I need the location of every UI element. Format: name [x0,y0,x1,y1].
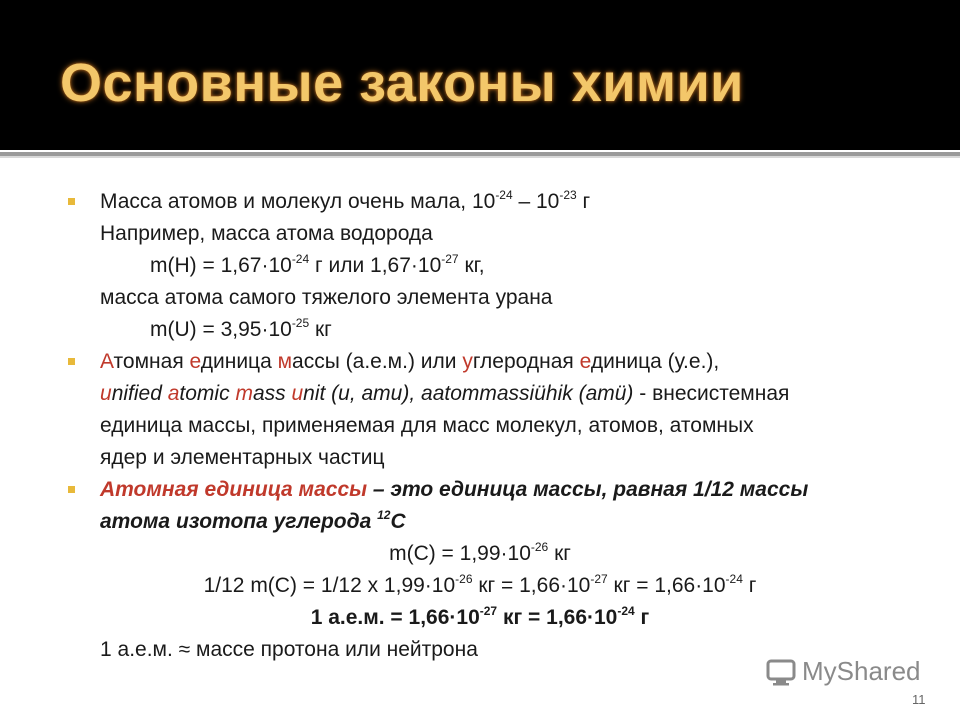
bullet-marker [68,486,75,493]
text: кг [309,318,332,341]
text: - внесистемная [633,382,790,405]
text: атома изотопа углерода [100,510,378,533]
highlight-letter: е [189,350,201,373]
text: кг = 1,66·10 [497,606,618,629]
text: кг = 1,66·10 [472,574,591,597]
text: кг, [458,254,485,277]
highlight-letter: А [100,350,114,373]
amu-definition-line2 [100,506,406,538]
text: С [390,510,406,533]
bullet-marker [68,198,75,205]
bullet2-line3: единица массы, применяемая для масс молекул, атомов, атомных [100,414,754,437]
exponent: -25 [291,316,310,330]
bullet2-line1 [100,346,719,378]
exponent: -27 [441,252,459,266]
highlight-letter: a [167,382,180,405]
uranium-mass-formula [150,314,332,346]
text: ассы (а.е.м.) или [292,350,463,373]
isotope-superscript: 12 [377,508,391,522]
bullet2-line2 [100,378,789,410]
text: томная [113,350,190,373]
text: – это единица массы, равная 1/12 массы [367,478,809,501]
text: Масса атомов и молекул очень мала, 10 [100,190,496,213]
amu-proton-approximation: 1 а.е.м. ≈ массе протона или нейтрона [100,638,478,661]
exponent: -23 [559,188,577,202]
text: кг [548,542,571,565]
exponent: -26 [455,572,473,586]
monitor-icon [766,657,796,687]
exponent: -24 [617,604,635,618]
highlight-letter: u [291,382,304,405]
text: m(C) = 1,99·10 [389,542,531,565]
text: 1/12 m(C) = 1/12 х 1,99·10 [203,574,456,597]
myshared-logo [766,656,921,687]
text: г или 1,67·10 [309,254,442,277]
text: nified [111,382,168,405]
highlight-letter: м [277,350,293,373]
highlight-letter: u [100,382,112,405]
bullet1-line2: Например, масса атома водорода [100,222,433,245]
text: ass [252,382,292,405]
text: tomic [179,382,236,405]
logo-text: MyShared [802,656,921,686]
text: диница [200,350,278,373]
text: г [576,190,591,213]
text: – 10 [512,190,560,213]
exponent: -24 [725,572,743,586]
text: кг = 1,66·10 [607,574,726,597]
text: г [742,574,757,597]
text: г [634,606,650,629]
amu-value-formula [0,602,960,634]
text: 1 а.е.м. = 1,66·10 [310,606,480,629]
title-divider-light [0,156,960,158]
page-number: 11 [912,692,926,707]
exponent: -27 [590,572,608,586]
text: глеродная [472,350,580,373]
text: nit (u, amu), aatommassiühik (amü) [303,382,634,405]
text: m(U) = 3,95·10 [150,318,292,341]
amu-derivation-formula [0,570,960,602]
highlight-letter: m [235,382,253,405]
bullet-marker [68,358,75,365]
exponent: -24 [291,252,310,266]
highlight-letter: е [579,350,591,373]
bullet1-line1 [100,186,590,218]
bullet1-line4: масса атома самого тяжелого элемента урана [100,286,553,309]
bullet2-line4: ядер и элементарных частиц [100,446,385,469]
text: m(H) = 1,67·10 [150,254,292,277]
defined-term: Атомная единица массы [100,478,368,501]
text: диница (у.е.), [590,350,720,373]
slide-title: Основные законы химии [60,53,744,113]
highlight-letter: у [462,350,473,373]
exponent: -27 [479,604,498,618]
exponent: -26 [530,540,549,554]
carbon-mass-formula [0,538,960,570]
exponent: -24 [495,188,513,202]
amu-definition-line1 [100,474,808,506]
title-bar [0,0,960,150]
hydrogen-mass-formula [150,250,485,282]
